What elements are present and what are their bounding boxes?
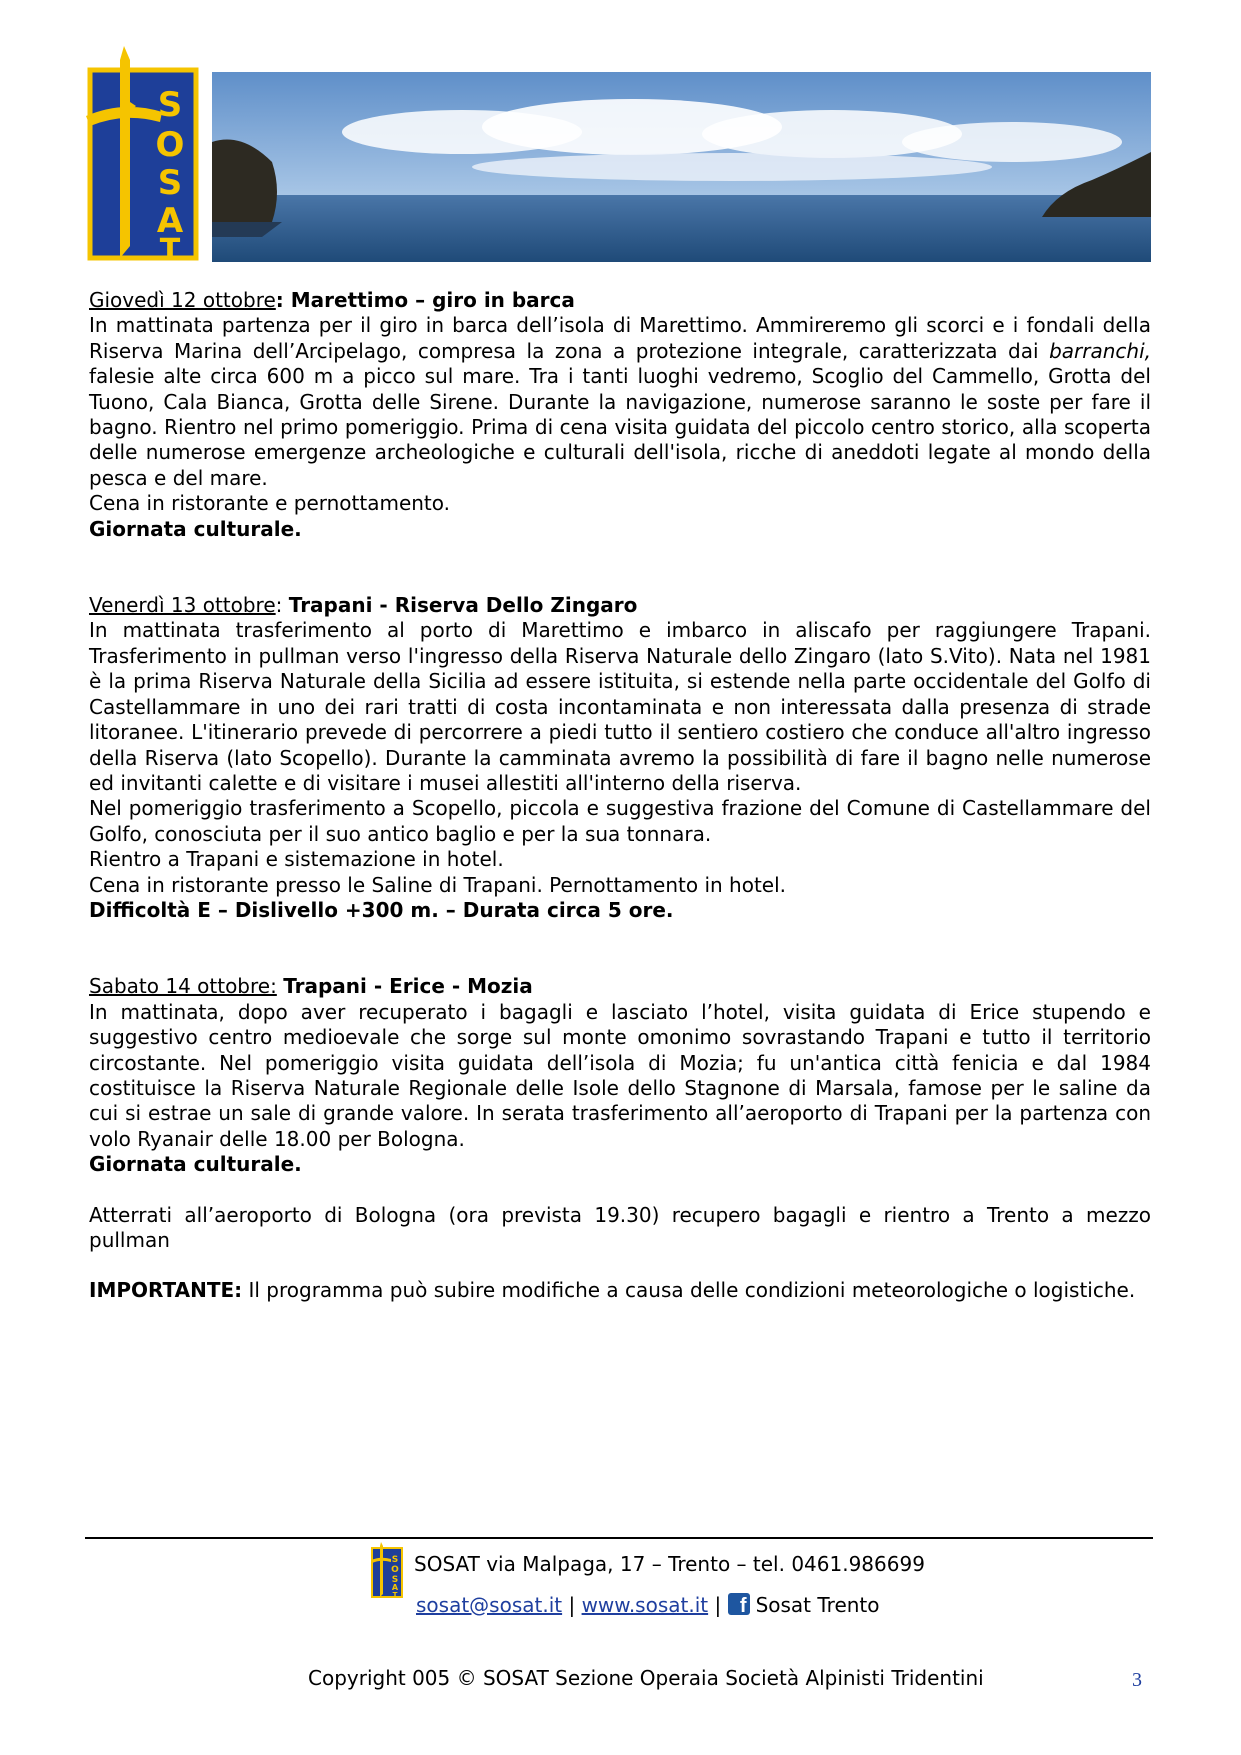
day-note: Giornata culturale. bbox=[89, 1152, 302, 1177]
svg-text:S: S bbox=[391, 1575, 399, 1585]
day-paragraph: In mattinata partenza per il giro in barca dell’isola di Marettimo. Ammireremo gli scorci e i fondali della Riserva Marina dell’Arcipelago, compresa la zona a protezione integrale, caratterizzata dai barranchi, falesie alte circa 600 m a picco sul mare. Tra i tanti luoghi vedremo, Scoglio del Cammello, Grotta del Tuono, Cala Bianca, Grotta delle Sirene. Durante la navigazione, numerose saranno le soste per fare il bagno. Rientro nel primo pomeriggio. Prima di cena visita guidata del piccolo centro storico, alla scoperta delle numerose emergenze archeologiche e culturali dell'isola, ricche di aneddoti legate al mondo della pesca e del mare. bbox=[89, 313, 1151, 490]
day-heading bbox=[89, 974, 1151, 999]
svg-text:A: A bbox=[156, 201, 184, 241]
sosat-logo bbox=[84, 46, 202, 262]
footer-separator: | bbox=[714, 1593, 722, 1617]
day-note: Giornata culturale. bbox=[89, 516, 302, 541]
sea-banner-image bbox=[212, 72, 1151, 262]
important-notice bbox=[89, 1278, 1151, 1303]
itinerary-content bbox=[89, 288, 1151, 1304]
svg-text:A: A bbox=[391, 1583, 399, 1592]
email-link[interactable]: sosat@sosat.it bbox=[416, 1593, 563, 1617]
svg-text:S: S bbox=[391, 1555, 399, 1565]
svg-text:O: O bbox=[391, 1565, 399, 1575]
day-date: Giovedì 12 ottobre bbox=[89, 288, 276, 312]
day-date: Sabato 14 ottobre: bbox=[89, 974, 277, 999]
day-line: Rientro a Trapani e sistemazione in hotel. bbox=[89, 847, 504, 872]
copyright-text: Copyright 005 © SOSAT Sezione Operaia Società Alpinisti Tridentini bbox=[308, 1666, 984, 1690]
svg-text:O: O bbox=[155, 125, 185, 165]
day-heading: Venerdì 13 ottobre: Trapani - Riserva Dello Zingaro bbox=[89, 593, 638, 618]
footer-contacts bbox=[416, 1592, 880, 1618]
day-paragraph: In mattinata, dopo aver recuperato i bagagli e lasciato l’hotel, visita guidata di Erice stupendo e suggestivo centro medioevale che sorge sul monte omonimo sovrastando Trapani e tutto il territorio circostante. Nel pomeriggio visita guidata dell’isola di Mozia; fu un'antica città fenicia e dal 1984 costituisce la Riserva Naturale Regionale delle Isole dello Stagnone di Marsala, famose per le saline da cui si estrae un sale di grande valore. In serata trasferimento all’aeroporto di Trapani per la partenza con volo Ryanair delle 18.00 per Bologna. bbox=[89, 999, 1151, 1151]
svg-text:T: T bbox=[392, 1591, 398, 1598]
day-paragraph: Nel pomeriggio trasferimento a Scopello, piccola e suggestiva frazione del Comune di Castellammare del Golfo, conosciuta per il suo antico baglio e per la sua tonnara. bbox=[89, 796, 1151, 846]
day-title: Trapani - Erice - Mozia bbox=[283, 974, 533, 999]
important-label: IMPORTANTE: bbox=[89, 1278, 243, 1303]
day-line: Cena in ristorante e pernottamento. bbox=[89, 491, 451, 516]
day-title: Marettimo – giro in barca bbox=[290, 288, 575, 312]
return-paragraph: Atterrati all’aeroporto di Bologna (ora prevista 19.30) recupero bagagli e rientro a Trento a mezzo pullman bbox=[89, 1202, 1151, 1252]
svg-text:S: S bbox=[157, 85, 183, 125]
day-paragraph: In mattinata trasferimento al porto di Marettimo e imbarco in aliscafo per raggiungere Trapani. Trasferimento in pullman verso l'ingresso della Riserva Naturale dello Zingaro (lato S.Vito). Nata nel 1981 è la prima Riserva Naturale della Sicilia ad essere istituita, si estende nella parte occidentale del Golfo di Castellammare in uno dei rari tratti di costa incontaminata e non interessata dalla presenza di strade litoranee. L'itinerario prevede di percorrere a piedi tutto il sentiero costiero che conduce all'altro ingresso della Riserva (lato Scopello). Durante la camminata avremo la possibilità di fare il bagno nelle numerose ed invitanti calette e di visitare i musei allestiti all'interno della riserva. bbox=[89, 618, 1151, 795]
important-text: Il programma può subire modifiche a causa delle condizioni meteorologiche o logistiche. bbox=[242, 1278, 1136, 1303]
footer-sosat-logo bbox=[370, 1542, 404, 1598]
footer-divider bbox=[85, 1537, 1153, 1539]
svg-text:S: S bbox=[157, 163, 183, 203]
day-line: Cena in ristorante presso le Saline di Trapani. Pernottamento in hotel. bbox=[89, 872, 787, 897]
facebook-icon[interactable]: f bbox=[728, 1593, 750, 1615]
page-number: 3 bbox=[1132, 1669, 1142, 1691]
facebook-label[interactable]: Sosat Trento bbox=[755, 1593, 880, 1617]
footer-address: SOSAT via Malpaga, 17 – Trento – tel. 0461.986699 bbox=[414, 1552, 925, 1576]
day-title: Trapani - Riserva Dello Zingaro bbox=[288, 593, 638, 618]
footer-separator: | bbox=[568, 1593, 576, 1617]
website-link[interactable]: www.sosat.it bbox=[581, 1593, 709, 1617]
day-heading: Giovedì 12 ottobre: Marettimo – giro in barca bbox=[89, 288, 575, 312]
svg-text:T: T bbox=[159, 233, 181, 262]
day-note: Difficoltà E – Dislivello +300 m. – Durata circa 5 ore. bbox=[89, 897, 674, 922]
day-date: Venerdì 13 ottobre bbox=[89, 593, 276, 618]
